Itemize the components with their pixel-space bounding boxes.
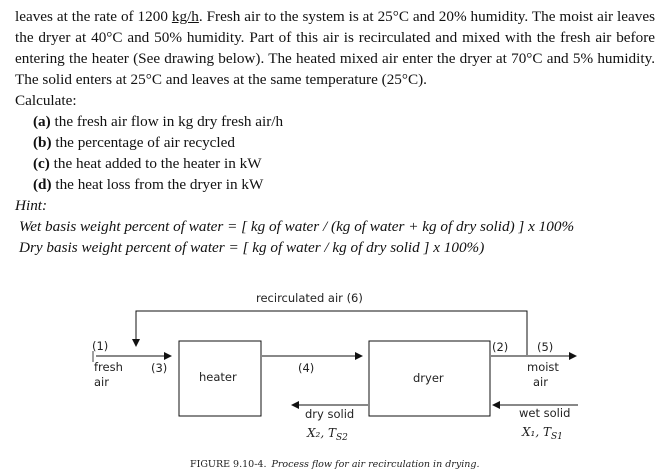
fresh-label: fresh	[94, 360, 123, 374]
wet-solid-label: wet solid	[519, 406, 571, 420]
stream-4-label: (4)	[298, 361, 315, 375]
question-a: (a) the fresh air flow in kg dry fresh air/h	[33, 113, 284, 130]
moist-label: moist	[527, 360, 559, 374]
hint-title: Hint:	[15, 197, 48, 214]
hint-dry-basis: Dry basis weight percent of water = [ kg of water / kg of dry solid ] x 100%)	[19, 239, 485, 256]
heater-label: heater	[199, 370, 237, 384]
stream-5-label: (5)	[537, 340, 554, 354]
recirculation-line	[136, 311, 527, 355]
figure-caption: FIGURE 9.10-4. Process flow for air recirculation in drying.	[190, 459, 480, 470]
problem-paragraph: leaves at the rate of 1200 kg/h. Fresh air to the system is at 25°C and 20% humidity. The moist air leaves the dryer at 40°C and 50% humidity. Part of this air is recirculated and mixed with the fresh air before entering the heater (See drawing below). The heated mixed air enter the dryer at 70°C and 5% humidity. The solid enters at 25°C and leaves at the same temperature (25°C).	[15, 8, 655, 88]
stream-3-label: (3)	[151, 361, 168, 375]
calculate-label: Calculate:	[15, 92, 77, 109]
fresh-air-label: air	[94, 375, 109, 389]
recirculated-air-label: recirculated air (6)	[256, 291, 363, 305]
dryer-label: dryer	[413, 371, 444, 385]
stream-2-label: (2)	[492, 340, 509, 354]
dry-solid-label: dry solid	[305, 407, 355, 421]
hint-wet-basis: Wet basis weight percent of water = [ kg of water / (kg of water + kg of dry solid) ] x 100%	[19, 218, 575, 235]
question-d: (d) the heat loss from the dryer in kW	[33, 176, 264, 193]
stream-1-label: (1)	[92, 339, 109, 353]
question-c: (c) the heat added to the heater in kW	[33, 155, 262, 172]
unit-kg-h: kg/h	[171, 8, 199, 25]
moist-air-label: air	[533, 375, 548, 389]
wet-solid-vars: X₁, $T_{S1}$	[522, 425, 563, 442]
dry-solid-vars: X₂, $T_{S2}$	[307, 426, 348, 443]
question-b: (b) the percentage of air recycled	[33, 134, 235, 151]
